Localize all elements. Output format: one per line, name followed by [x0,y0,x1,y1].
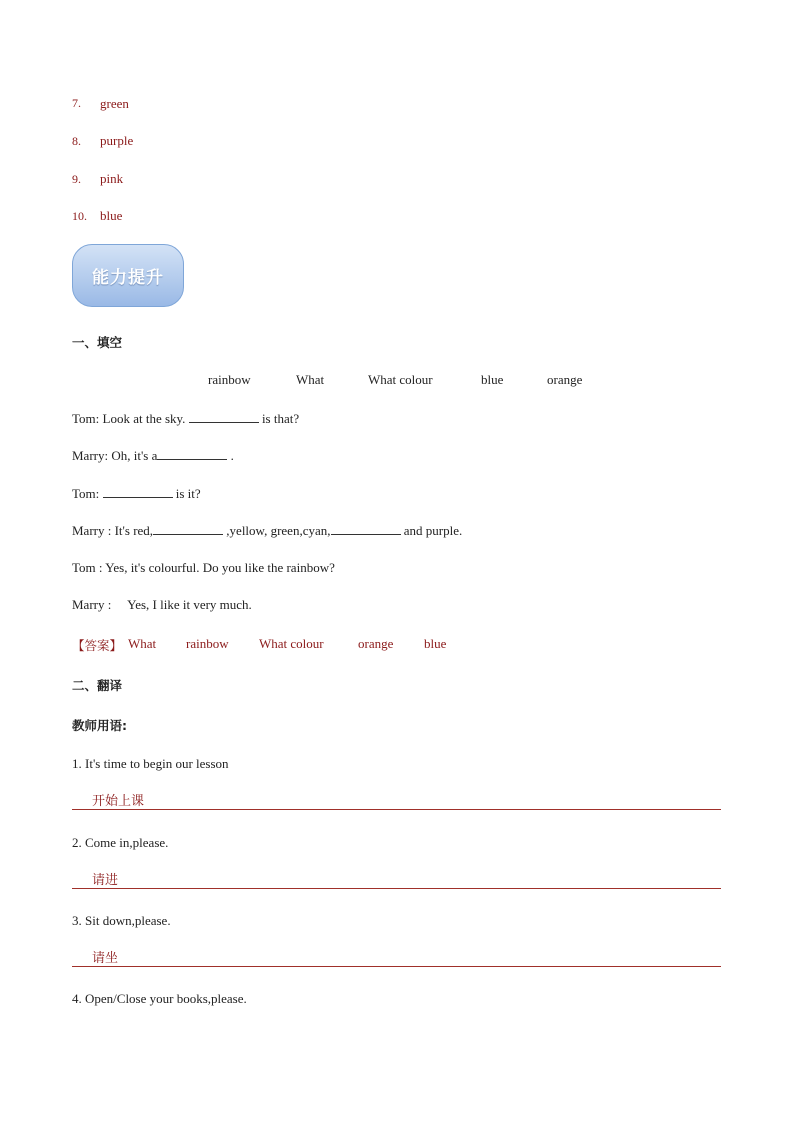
section2-subtitle: 教师用语: [72,718,127,733]
section1-title: 一、填空 [72,335,123,350]
dialogue-line: Marry : Yes, I like it very much. [72,597,252,612]
dialogue-text: . [230,448,234,463]
answer-line [72,794,721,810]
answer-line [72,873,721,889]
badge-text: 能力提升 [92,268,164,288]
translation-item: 4. Open/Close your books,please. [72,991,247,1006]
answer-label: 【答案】 [72,638,123,653]
answer-item: What [128,636,157,651]
word-bank-item: orange [547,372,583,387]
answer-item: blue [424,636,447,651]
dialogue-text: Marry : It's red, [72,523,154,538]
answer-item: What colour [259,636,324,651]
word-bank-item: blue [481,372,504,387]
dialogue-line [72,485,201,502]
translation-answer: 请坐 [92,951,119,966]
vocab-answer: pink [100,171,124,186]
translation-answer: 请进 [92,873,119,888]
word-bank-item: What [296,372,325,387]
vocab-number: 8. [72,134,81,148]
dialogue-text: Tom: [72,486,100,501]
answer-line [72,951,721,967]
dialogue-text: ,yellow, green,cyan, [226,523,331,538]
vocab-number: 7. [72,96,81,110]
section2-title: 二、翻译 [72,678,123,693]
word-bank-item: rainbow [208,372,251,387]
dialogue-line [72,410,299,427]
translation-answer: 开始上课 [92,794,145,809]
translation-item: 3. Sit down,please. [72,913,171,928]
dialogue-text: is it? [175,486,201,501]
vocab-answer: purple [100,133,134,148]
vocab-answer: green [100,96,129,111]
fill-blank[interactable] [189,410,259,423]
word-bank-item: What colour [368,372,433,387]
dialogue-line [72,522,462,539]
translation-item: 1. It's time to begin our lesson [72,756,229,771]
answer-item: rainbow [186,636,229,651]
dialogue-line: Tom : Yes, it's colourful. Do you like the rainbow? [72,560,335,575]
translation-item: 2. Come in,please. [72,835,169,850]
fill-blank[interactable] [103,485,173,498]
fill-blank[interactable] [331,522,401,535]
vocab-number: 10. [72,209,87,223]
fill-blank[interactable] [153,522,223,535]
dialogue-text: Tom: Look at the sky. [72,411,186,426]
dialogue-text: Marry: Oh, it's a [72,448,158,463]
vocab-answer: blue [100,208,123,223]
section-badge [72,244,184,307]
answer-item: orange [358,636,394,651]
dialogue-line [72,447,234,464]
dialogue-text: is that? [261,411,300,426]
fill-blank[interactable] [157,447,227,460]
dialogue-text: and purple. [403,523,463,538]
vocab-number: 9. [72,172,81,186]
